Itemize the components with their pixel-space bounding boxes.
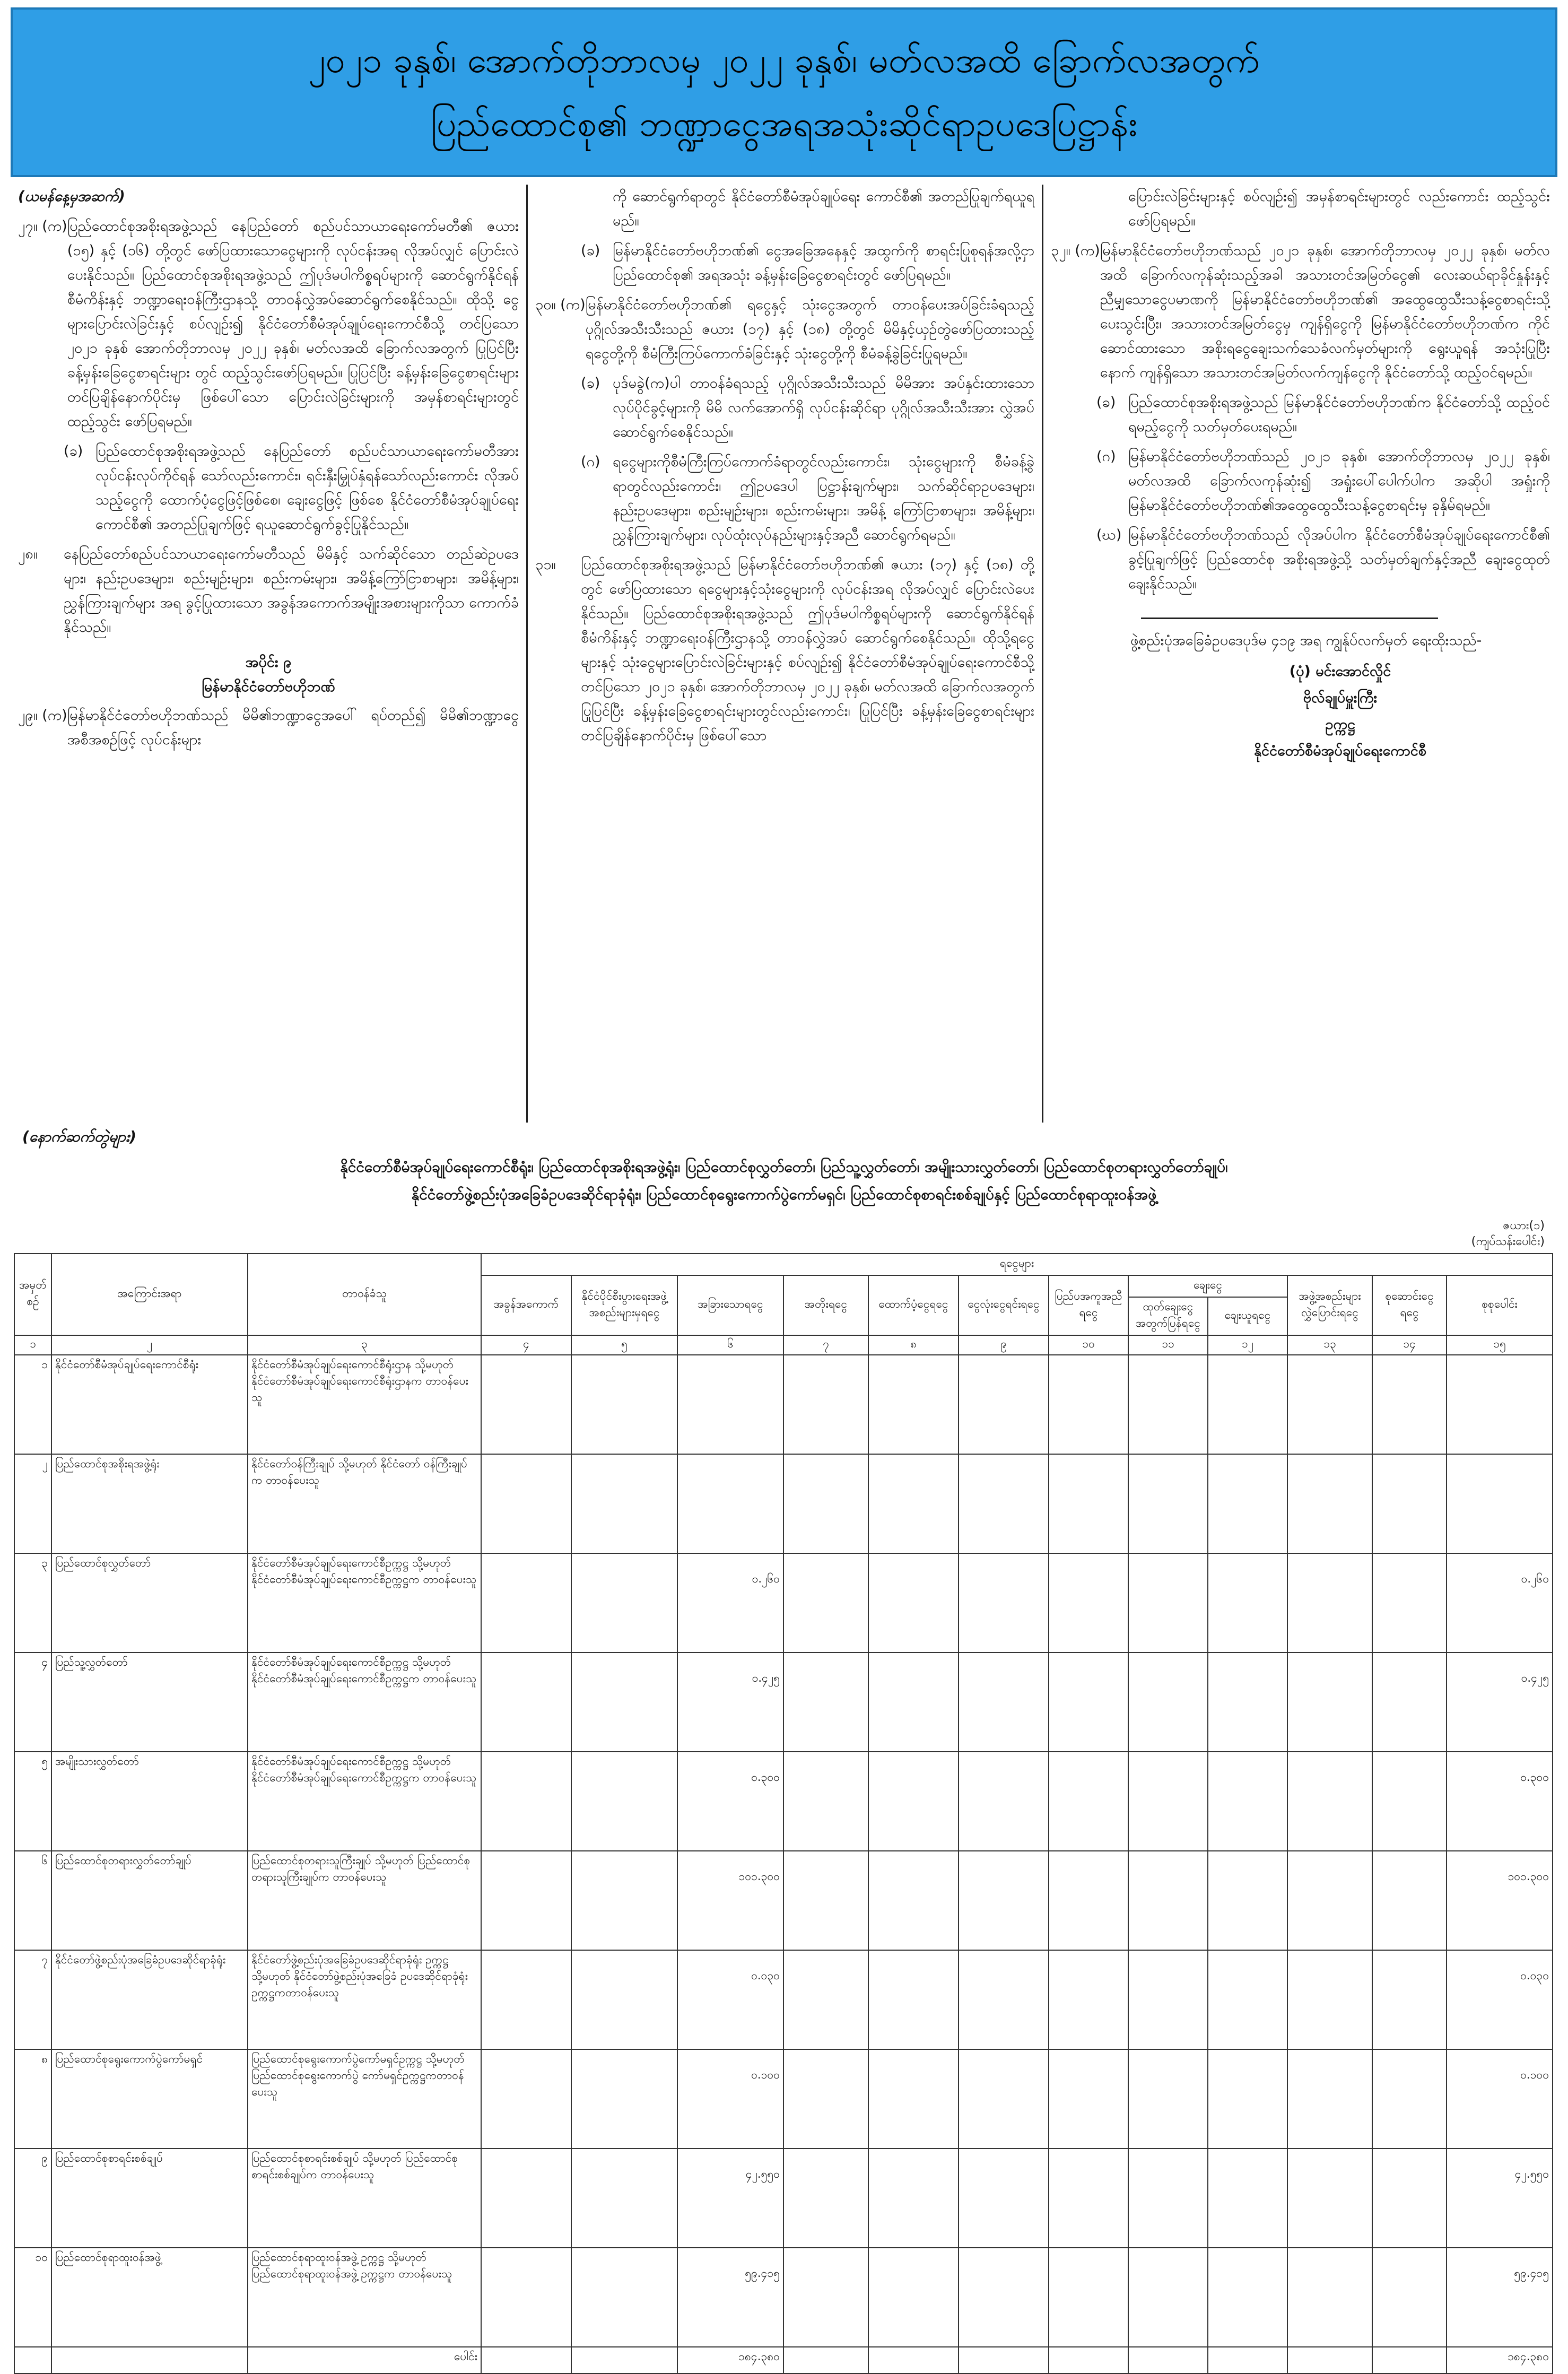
row-savings bbox=[1372, 1851, 1447, 1950]
row-total: ၀.၃၀၀ bbox=[1447, 1752, 1553, 1851]
row-interest bbox=[783, 1851, 868, 1950]
row-loan-repayment bbox=[1128, 2248, 1208, 2347]
row-subject: အမျိုးသားလွှတ်တော် bbox=[51, 1752, 248, 1851]
section-32b bbox=[1051, 390, 1550, 439]
recipients-list bbox=[11, 1153, 1557, 1208]
row-other-revenue bbox=[677, 1454, 783, 1553]
subsection-label: (ဃ) bbox=[1096, 527, 1122, 543]
row-loan-repayment bbox=[1128, 2149, 1208, 2248]
row-assistance bbox=[868, 1355, 959, 1454]
subsection-label: (က) bbox=[560, 297, 586, 313]
column-index: ၁၄ bbox=[1372, 1335, 1447, 1355]
row-tax bbox=[481, 1553, 571, 1653]
column-index: ၅ bbox=[571, 1335, 677, 1355]
row-other-revenue: ၅၉.၄၁၅ bbox=[677, 2248, 783, 2347]
section-text: ရငွေများကိုစီမံကြီးကြပ်ကောက်ခံရာတွင်လည်းကောင်း၊ သုံးငွေများကို စီမံခန့်ခွဲရာတွင်လည်းကောင်း၊ ဤဥပဒေပါ ပြဋ္ဌာန်းချက်များ၊ သက်ဆိုင်ရာဥပဒေများ၊ နည်းဥပဒေများ၊ စည်းမျဉ်းများ၊ စည်းကမ်းများ၊ အမိန့် ကြော်ငြာစာများ၊ အမိန့်များ၊ ညွှန်ကြားချက်များ၊ လုပ်ထုံးလုပ်နည်းများနှင့်အညီ ဆောင်ရွက်ရမည်။ bbox=[613, 454, 1034, 543]
section-number: ၂၈။ bbox=[18, 546, 38, 562]
section-30c bbox=[535, 450, 1034, 547]
row-subject: ပြည်ထောင်စုရွေးကောက်ပွဲကော်မရှင် bbox=[51, 2049, 248, 2149]
col-header-other-revenue: အခြားသောရငွေ bbox=[677, 1275, 783, 1335]
row-capital bbox=[959, 1851, 1049, 1950]
row-soe bbox=[571, 1653, 677, 1752]
table-caption bbox=[11, 1218, 1557, 1250]
row-number: ၂ bbox=[14, 1454, 51, 1553]
section-31 bbox=[535, 553, 1034, 748]
column-index: ၉ bbox=[959, 1335, 1049, 1355]
table-row bbox=[14, 2049, 1553, 2149]
section-text: ပုဒ်မခွဲ(က)ပါ တာဝန်ခံရသည့် ပုဂ္ဂိုလ်အသီးသီးသည် မိမိအား အပ်နှင်းထားသော လုပ်ပိုင်ခွင့်များကို မိမိ လက်အောက်ရှိ လုပ်ငန်းဆိုင်ရာ ပုဂ္ဂိုလ်အသီးသီးအား လွှဲအပ် ဆောင်ရွက်စေနိုင်သည်။ bbox=[613, 375, 1034, 440]
row-foreign-aid bbox=[1049, 2248, 1128, 2347]
text-columns bbox=[11, 185, 1557, 1123]
row-savings bbox=[1372, 2049, 1447, 2149]
col-header-revenue-group: ရငွေများ bbox=[481, 1254, 1553, 1275]
row-soe bbox=[571, 2149, 677, 2248]
row-subject: ပြည်ထောင်စုရာထူးဝန်အဖွဲ့ bbox=[51, 2248, 248, 2347]
section-text: မြန်မာနိုင်ငံတော်ဗဟိုဘဏ်သည် လိုအပ်ပါက နိုင်ငံတော်စီမံအုပ်ချုပ်ရေးကောင်စီ၏ ခွင့်ပြုချက်ဖြင့် ပြည်ထောင်စု အစိုးရအဖွဲ့သို့ သတ်မှတ်ချက်နှင့်အညီ ချေးငွေထုတ်ချေးနိုင်သည်။ bbox=[1128, 527, 1550, 592]
row-loan-repayment bbox=[1128, 1950, 1208, 2049]
row-foreign-aid bbox=[1049, 1752, 1128, 1851]
row-responsible: နိုင်ငံတော်စီမံအုပ်ချုပ်ရေးကောင်စီဥက္ကဋ္ဌ သို့မဟုတ် နိုင်ငံတော်စီမံအုပ်ချုပ်ရေးကောင်စီဥက္ကဋ္ဌက တာဝန်ပေးသူ bbox=[248, 1752, 481, 1851]
row-soe bbox=[571, 2049, 677, 2149]
column-index: ၃ bbox=[248, 1335, 481, 1355]
row-total: ၀.၄၂၅ bbox=[1447, 1653, 1553, 1752]
row-tax bbox=[481, 2149, 571, 2248]
row-number: ၅ bbox=[14, 1752, 51, 1851]
row-responsible: နိုင်ငံတော်စီမံအုပ်ချုပ်ရေးကောင်စီရုံးဌာန သို့မဟုတ် နိုင်ငံတော်စီမံအုပ်ချုပ်ရေးကောင်စီရုံးဌာနက တာဝန်ပေးသူ bbox=[248, 1355, 481, 1454]
section-30b bbox=[535, 371, 1034, 445]
row-total: ၀.၂၆၀ bbox=[1447, 1553, 1553, 1653]
row-other-revenue: ၀.၀၃၀ bbox=[677, 1950, 783, 2049]
row-subject: ပြည်ထောင်စုလွှတ်တော် bbox=[51, 1553, 248, 1653]
column-index: ၄ bbox=[481, 1335, 571, 1355]
column-index: ၁၅ bbox=[1447, 1335, 1553, 1355]
row-savings bbox=[1372, 2248, 1447, 2347]
row-borrowing bbox=[1208, 1653, 1287, 1752]
row-savings bbox=[1372, 1950, 1447, 2049]
row-responsible: နိုင်ငံတော်ဝန်ကြီးချုပ် သို့မဟုတ် နိုင်ငံတော် ဝန်ကြီးချုပ်က တာဝန်ပေးသူ bbox=[248, 1454, 481, 1553]
section-27a bbox=[18, 214, 519, 434]
row-loan-repayment bbox=[1128, 1851, 1208, 1950]
signature-divider bbox=[1141, 618, 1438, 619]
row-loan-repayment bbox=[1128, 1355, 1208, 1454]
row-responsible: ပြည်ထောင်စုတရားသူကြီးချုပ် သို့မဟုတ် ပြည်ထောင်စုတရားသူကြီးချုပ်က တာဝန်ပေးသူ bbox=[248, 1851, 481, 1950]
col-header-foreign-aid: ပြည်ပအကူအညီရငွေ bbox=[1049, 1275, 1128, 1335]
col-header-interest: အတိုးရငွေ bbox=[783, 1275, 868, 1335]
headline-banner bbox=[11, 7, 1557, 177]
row-responsible: ပြည်ထောင်စုရာထူးဝန်အဖွဲ့ ဥက္ကဋ္ဌ သို့မဟုတ် ပြည်ထောင်စုရာထူးဝန်အဖွဲ့ ဥက္ကဋ္ဌက တာဝန်ပေးသူ bbox=[248, 2248, 481, 2347]
row-tax bbox=[481, 1653, 571, 1752]
row-interest bbox=[783, 1355, 868, 1454]
row-capital bbox=[959, 2248, 1049, 2347]
row-borrowing bbox=[1208, 1851, 1287, 1950]
section-text: မြန်မာနိုင်ငံတော်ဗဟိုဘဏ်သည် ၂၀၂၁ ခုနှစ်၊ အောက်တိုဘာလမှ ၂၀၂၂ ခုနှစ်၊ မတ်လအထိ ခြောက်လကုန်ဆုံးသည့်အခါ အသားတင်အမြတ်ငွေ၏ လေးဆယ်ရာခိုင်နှုန်းနှင့် ညီမျှသောငွေပမာဏကို မြန်မာနိုင်ငံတော်ဗဟိုဘဏ်၏ အထွေထွေသီးသန့်ငွေစာရင်းသို့ ပေးသွင်းပြီး၊ အသားတင်အမြတ်ငွေမှ ကျန်ရှိငွေကို မြန်မာနိုင်ငံတော်ဗဟိုဘဏ်က ကိုင်ဆောင်ထားသော အစိုးရငွေချေးသက်သေခံလက်မှတ်များကို ရွေးယူရန် အသုံးပြုပြီး နောက် ကျန်ရှိသော အသားတင်အမြတ်လက်ကျန်ငွေကို နိုင်ငံတော်သို့ ထည့်ဝင်ရမည်။ bbox=[1100, 242, 1550, 381]
table-row bbox=[14, 1950, 1553, 2049]
row-interest bbox=[783, 1553, 868, 1653]
row-capital bbox=[959, 2149, 1049, 2248]
row-savings bbox=[1372, 1653, 1447, 1752]
row-subject: ပြည်ထောင်စုစာရင်းစစ်ချုပ် bbox=[51, 2149, 248, 2248]
headline-line-1: ၂၀၂၁ ခုနှစ်၊ အောက်တိုဘာလမှ ၂၀၂၂ ခုနှစ်၊ မတ်လအထိ ခြောက်လအတွက် bbox=[308, 40, 1260, 81]
row-capital bbox=[959, 1553, 1049, 1653]
recipients-line-1: နိုင်ငံတော်စီမံအုပ်ချုပ်ရေးကောင်စီရုံး၊ ပြည်ထောင်စုအစိုးရအဖွဲ့ရုံး၊ ပြည်ထောင်စုလွှတ်တော်၊ ပြည်သူ့လွှတ်တော်၊ အမျိုးသားလွှတ်တော်၊ ပြည်ထောင်စုတရားလွှတ်တော်ချုပ်၊ bbox=[340, 1158, 1228, 1176]
row-subject: နိုင်ငံတော်စီမံအုပ်ချုပ်ရေးကောင်စီရုံး bbox=[51, 1355, 248, 1454]
row-foreign-aid bbox=[1049, 2149, 1128, 2248]
row-savings bbox=[1372, 1454, 1447, 1553]
column-index: ၁၀ bbox=[1049, 1335, 1128, 1355]
section-32c bbox=[1051, 445, 1550, 518]
col-header-soe: နိုင်ငံပိုင်စီးပွားရေးအဖွဲ့အစည်းများမှရငွေ bbox=[571, 1275, 677, 1335]
table-row bbox=[14, 1653, 1553, 1752]
row-borrowing bbox=[1208, 2049, 1287, 2149]
row-soe bbox=[571, 1950, 677, 2049]
col-header-savings: စုဆောင်းငွေရငွေ bbox=[1372, 1275, 1447, 1335]
row-assistance bbox=[868, 2149, 959, 2248]
row-transfers bbox=[1287, 1355, 1372, 1454]
row-savings bbox=[1372, 1752, 1447, 1851]
section-29b bbox=[535, 239, 1034, 288]
row-number: ၁၀ bbox=[14, 2248, 51, 2347]
schedule-label: ဇယား(၁) bbox=[1503, 1219, 1545, 1232]
col-header-total: စုစုပေါင်း bbox=[1447, 1275, 1553, 1335]
row-transfers bbox=[1287, 1653, 1372, 1752]
row-total: ၁၀၁.၃၀၀ bbox=[1447, 1851, 1553, 1950]
subsection-label: (ဂ) bbox=[1096, 448, 1116, 465]
subsection-label: (က) bbox=[1075, 242, 1100, 259]
section-text: မြန်မာနိုင်ငံတော်ဗဟိုဘဏ်၏ ရငွေနှင့် သုံးငွေအတွက် တာဝန်ပေးအပ်ခြင်းခံရသည့် ပုဂ္ဂိုလ်အသီးသီးသည် ဇယား (၁၇) နှင့် (၁၈) တို့တွင် မိမိနှင့်ယှဉ်တွဲဖော်ပြထားသည့် ရငွေတို့ကို စီမံကြီးကြပ်ကောက်ခံခြင်းနှင့် သုံးငွေတို့ကို စီမံခန့်ခွဲခြင်းပြုရမည်။ bbox=[585, 297, 1034, 362]
row-total bbox=[1447, 1355, 1553, 1454]
row-transfers bbox=[1287, 1454, 1372, 1553]
section-text: ပြည်ထောင်စုအစိုးရအဖွဲ့သည် နေပြည်တော် စည်ပင်သာယာရေးကော်မတီအား လုပ်ငန်းလုပ်ကိုင်ရန် သော်လည်းကောင်း၊ ရင်းနှီးမြှုပ်နှံရန်သော်လည်းကောင်း လိုအပ်သည့်ငွေကို ထောက်ပံ့ငွေဖြင့်ဖြစ်စေ၊ ချေးငွေဖြင့် ဖြစ်စေ နိုင်ငံတော်စီမံအုပ်ချုပ်ရေးကောင်စီ၏ အတည်ပြုချက်ဖြင့် ရယူဆောင်ရွက်ခွင့်ပြုနိုင်သည်။ bbox=[95, 443, 519, 533]
signature-note: ဖွဲ့စည်းပုံအခြေခံဥပဒေပုဒ်မ ၄၁၉ အရ ကျွန်ုပ်လက်မှတ် ရေးထိုးသည်- bbox=[1130, 632, 1482, 649]
row-other-revenue: ၄၂.၅၅၀ bbox=[677, 2149, 783, 2248]
row-number: ၉ bbox=[14, 2149, 51, 2248]
signatory-organization: နိုင်ငံတော်စီမံအုပ်ချုပ်ရေးကောင်စီ bbox=[1254, 743, 1426, 759]
row-soe bbox=[571, 1454, 677, 1553]
column-index: ၁၁ bbox=[1128, 1335, 1208, 1355]
row-capital bbox=[959, 1950, 1049, 2049]
col-header-tax: အခွန်အကောက် bbox=[481, 1275, 571, 1335]
row-loan-repayment bbox=[1128, 2049, 1208, 2149]
row-other-revenue: ၀.၄၂၅ bbox=[677, 1653, 783, 1752]
row-loan-repayment bbox=[1128, 1553, 1208, 1653]
row-borrowing bbox=[1208, 1454, 1287, 1553]
section-29a-continued bbox=[535, 185, 1034, 233]
signature-block bbox=[1130, 658, 1550, 764]
col-header-loan-group: ချေးငွေ bbox=[1128, 1275, 1287, 1297]
row-subject: နိုင်ငံတော်ဖွဲ့စည်းပုံအခြေခံဥပဒေဆိုင်ရာခုံရုံး bbox=[51, 1950, 248, 2049]
revenue-table bbox=[14, 1253, 1553, 2374]
row-other-revenue: ၀.၁၀၀ bbox=[677, 2049, 783, 2149]
table-row bbox=[14, 2248, 1553, 2347]
section-32a bbox=[1051, 239, 1550, 385]
recipients-line-2: နိုင်ငံတော်ဖွဲ့စည်းပုံအခြေခံဥပဒေဆိုင်ရာခုံရုံး၊ ပြည်ထောင်စုရွေးကောက်ပွဲကော်မရှင်၊ ပြည်ထောင်စုစာရင်းစစ်ချုပ်နှင့် ပြည်ထောင်စုရာထူးဝန်အဖွဲ့ bbox=[411, 1186, 1157, 1203]
table-row bbox=[14, 1553, 1553, 1653]
text-column-1 bbox=[11, 185, 526, 1123]
section-32d bbox=[1051, 523, 1550, 596]
section-number: ၂၉။ bbox=[18, 707, 38, 724]
subsection-label: (ဂ) bbox=[581, 454, 600, 470]
row-loan-repayment bbox=[1128, 1653, 1208, 1752]
section-text: မြန်မာနိုင်ငံတော်ဗဟိုဘဏ်၏ ငွေအခြေအနေနှင့် အထွက်ကို စာရင်းပြုစုရန်အလို့ငှာ ပြည်ထောင်စု၏ အရအသုံး ခန့်မှန်းခြေငွေစာရင်းတွင် ဖော်ပြရမည်။ bbox=[613, 242, 1034, 283]
row-total: ၄၂.၅၅၀ bbox=[1447, 2149, 1553, 2248]
row-savings bbox=[1372, 1355, 1447, 1454]
chapter-heading bbox=[18, 650, 519, 699]
chapter-number: အပိုင်း ၉ bbox=[245, 654, 292, 671]
column-index: ၁၃ bbox=[1287, 1335, 1372, 1355]
section-text: မြန်မာနိုင်ငံတော်ဗဟိုဘဏ်သည် ၂၀၂၁ ခုနှစ်၊ အောက်တိုဘာလမှ ၂၀၂၂ ခုနှစ်၊ မတ်လအထိ ခြောက်လကုန်ဆုံး၍ အရှုံးပေါ်ပေါက်ပါက အဆိုပါ အရှုံးကို မြန်မာနိုင်ငံတော်ဗဟိုဘဏ်၏အထွေထွေသီးသန့်ငွေစာရင်းမှ ခုနှိမ်ရမည်။ bbox=[1128, 448, 1550, 514]
row-loan-repayment bbox=[1128, 1752, 1208, 1851]
col-header-transfers: အဖွဲ့အစည်းများလွှဲပြောင်းရငွေ bbox=[1287, 1275, 1372, 1335]
row-number: ၁ bbox=[14, 1355, 51, 1454]
row-assistance bbox=[868, 2049, 959, 2149]
text-column-2 bbox=[526, 185, 1042, 1123]
section-29a bbox=[18, 703, 519, 752]
table-row bbox=[14, 1851, 1553, 1950]
row-assistance bbox=[868, 1553, 959, 1653]
total-sum: ၁၈၄.၃၈၀ bbox=[1447, 2347, 1553, 2373]
row-capital bbox=[959, 1752, 1049, 1851]
chapter-title: မြန်မာနိုင်ငံတော်ဗဟိုဘဏ် bbox=[202, 679, 335, 695]
total-label: ပေါင်း bbox=[248, 2347, 481, 2373]
row-transfers bbox=[1287, 2248, 1372, 2347]
section-31-continued bbox=[1051, 185, 1550, 233]
row-transfers bbox=[1287, 1950, 1372, 2049]
row-loan-repayment bbox=[1128, 1454, 1208, 1553]
row-soe bbox=[571, 1752, 677, 1851]
section-text: မြန်မာနိုင်ငံတော်ဗဟိုဘဏ်သည် မိမိ၏ဘဏ္ဍာငွေအပေါ် ရပ်တည်၍ မိမိ၏ဘဏ္ဍာငွေအစီအစဉ်ဖြင့် လုပ်ငန်းများ bbox=[67, 707, 519, 748]
unit-label: (ကျပ်သန်းပေါင်း) bbox=[1471, 1235, 1545, 1248]
row-capital bbox=[959, 1653, 1049, 1752]
row-tax bbox=[481, 2248, 571, 2347]
row-interest bbox=[783, 1950, 868, 2049]
table-row bbox=[14, 2149, 1553, 2248]
row-soe bbox=[571, 2248, 677, 2347]
col-header-capital: ငွေလုံးငွေရင်းရငွေ bbox=[959, 1275, 1049, 1335]
subsection-label: (ခ) bbox=[581, 242, 600, 259]
row-subject: ပြည်ထောင်စုတရားလွှတ်တော်ချုပ် bbox=[51, 1851, 248, 1950]
table-body bbox=[14, 1355, 1553, 2347]
column-index-row bbox=[14, 1335, 1553, 1355]
row-assistance bbox=[868, 2248, 959, 2347]
row-savings bbox=[1372, 2149, 1447, 2248]
col-header-assistance: ထောက်ပံ့ငွေရငွေ bbox=[868, 1275, 959, 1335]
section-number: ၃၂။ bbox=[1051, 242, 1070, 259]
table-header-row-1 bbox=[14, 1254, 1553, 1275]
section-text: ပြည်ထောင်စုအစိုးရအဖွဲ့သည် နေပြည်တော် စည်ပင်သာယာရေးကော်မတီ၏ ဇယား (၁၅) နှင့် (၁၆) တို့တွင် ဖော်ပြထားသောငွေများကို လုပ်ငန်းအရ လိုအပ်လျှင် ပြောင်းလဲပေးနိုင်သည်။ ပြည်ထောင်စုအစိုးရအဖွဲ့သည် ဤပုဒ်မပါကိစ္စရပ်များကို ဆောင်ရွက်နိုင်ရန် စီမံကိန်းနှင့် ဘဏ္ဍာရေးဝန်ကြီးဌာနသို့ တာဝန်လွှဲအပ်ဆောင်ရွက်စေနိုင်သည်။ ထိုသို့ ငွေများပြောင်းလဲခြင်းနှင့် စပ်လျဉ်း၍ နိုင်ငံတော်စီမံအုပ်ချုပ်ရေးကောင်စီသို့ တင်ပြသော ၂၀၂၁ ခုနှစ် အောက်တိုဘာလမှ ၂၀၂၂ ခုနှစ်၊ မတ်လအထိ ခြောက်လအတွက် ပြုပြင်ပြီးခန့်မှန်းခြေငွေစာရင်းများ တွင် ထည့်သွင်းဖော်ပြရမည်။ ပြုပြင်ပြီး ခန့်မှန်းခြေငွေစာရင်းများ တင်ပြချိန်နောက်ပိုင်းမှ ဖြစ်ပေါ်သော ပြောင်းလဲခြင်းများကို အမှန်စာရင်းများတွင် ထည့်သွင်း ဖော်ပြရမည်။ bbox=[67, 218, 519, 430]
row-total: ၀.၁၀၀ bbox=[1447, 2049, 1553, 2149]
row-responsible: ပြည်ထောင်စုစာရင်းစစ်ချုပ် သို့မဟုတ် ပြည်ထောင်စုစာရင်းစစ်ချုပ်က တာဝန်ပေးသူ bbox=[248, 2149, 481, 2248]
section-28 bbox=[18, 542, 519, 640]
subsection-label: (ခ) bbox=[1096, 394, 1116, 411]
section-text: ပြောင်းလဲခြင်းများနှင့် စပ်လျဉ်း၍ အမှန်စာရင်းများတွင် လည်းကောင်း ထည့်သွင်း ဖော်ပြရမည်။ bbox=[1128, 188, 1550, 229]
section-text: ပြည်ထောင်စုအစိုးရအဖွဲ့သည် မြန်မာနိုင်ငံတော်ဗဟိုဘဏ်က နိုင်ငံတော်သို့ ထည့်ဝင်ရမည့်ငွေကို သတ်မှတ်ပေးရမည်။ bbox=[1128, 394, 1550, 435]
row-subject: ပြည်ထောင်စုအစိုးရအဖွဲ့ရုံး bbox=[51, 1454, 248, 1553]
row-capital bbox=[959, 2049, 1049, 2149]
law-text bbox=[11, 185, 1557, 1123]
row-borrowing bbox=[1208, 1752, 1287, 1851]
col-header-subject: အကြောင်းအရာ bbox=[51, 1254, 248, 1335]
row-assistance bbox=[868, 1950, 959, 2049]
row-responsible: နိုင်ငံတော်ဖွဲ့စည်းပုံအခြေခံဥပဒေဆိုင်ရာခုံရုံး ဥက္ကဋ္ဌ သို့မဟုတ် နိုင်ငံတော်ဖွဲ့စည်းပုံအခြေခံ ဥပဒေဆိုင်ရာခုံရုံး ဥက္ကဋ္ဌကတာဝန်ပေးသူ bbox=[248, 1950, 481, 2049]
row-borrowing bbox=[1208, 1553, 1287, 1653]
row-interest bbox=[783, 2049, 868, 2149]
row-number: ၃ bbox=[14, 1553, 51, 1653]
table-total-row bbox=[14, 2347, 1553, 2373]
text-column-3 bbox=[1042, 185, 1557, 1123]
row-foreign-aid bbox=[1049, 2049, 1128, 2149]
subsection-label: (က) bbox=[42, 218, 67, 234]
column-index: ၁ bbox=[14, 1335, 51, 1355]
row-capital bbox=[959, 1454, 1049, 1553]
row-transfers bbox=[1287, 1851, 1372, 1950]
row-tax bbox=[481, 2049, 571, 2149]
col-header-responsible: တာဝန်ခံသူ bbox=[248, 1254, 481, 1335]
column-index: ၂ bbox=[51, 1335, 248, 1355]
subsection-label: (ခ) bbox=[581, 375, 600, 392]
row-interest bbox=[783, 2248, 868, 2347]
col-header-loan-repayment: ထုတ်ချေးငွေအတွက်ပြန်ရငွေ bbox=[1128, 1297, 1208, 1335]
row-foreign-aid bbox=[1049, 1851, 1128, 1950]
column-index: ၁၂ bbox=[1208, 1335, 1287, 1355]
row-foreign-aid bbox=[1049, 1355, 1128, 1454]
headline-line-2: ပြည်ထောင်စု၏ ဘဏ္ဍာငွေအရအသုံးဆိုင်ရာဥပဒေပြဋ္ဌာန်း bbox=[430, 103, 1138, 144]
row-total bbox=[1447, 1454, 1553, 1553]
row-transfers bbox=[1287, 1752, 1372, 1851]
section-text: ပြည်ထောင်စုအစိုးရအဖွဲ့သည် မြန်မာနိုင်ငံတော်ဗဟိုဘဏ်၏ ဇယား (၁၇) နှင့် (၁၈) တို့တွင် ဖော်ပြထားသော ရငွေများနှင့်သုံးငွေများကို လုပ်ငန်းအရ လိုအပ်လျှင် ပြောင်းလဲပေးနိုင်သည်။ ပြည်ထောင်စုအစိုးရအဖွဲ့သည် ဤပုဒ်မပါကိစ္စရပ်များကို ဆောင်ရွက်နိုင်ရန် စီမံကိန်းနှင့် ဘဏ္ဍာရေးဝန်ကြီးဌာနသို့ တာဝန်လွှဲအပ် ဆောင်ရွက်စေနိုင်သည်။ ထိုသို့ရငွေများနှင့် သုံးငွေများပြောင်းလဲခြင်းများနှင့် စပ်လျဉ်း၍ နိုင်ငံတော်စီမံအုပ်ချုပ်ရေးကောင်စီသို့တင်ပြသော ၂၀၂၁ ခုနှစ်၊ အောက်တိုဘာလမှ ၂၀၂၂ ခုနှစ်၊ မတ်လအထိ ခြောက်လအတွက် ပြုပြင်ပြီး ခန့်မှန်းခြေငွေစာရင်းများတွင်လည်းကောင်း၊ ပြုပြင်ပြီး ခန့်မှန်းခြေငွေစာရင်းများ တင်ပြချိန်နောက်ပိုင်းမှ ဖြစ်ပေါ်သော bbox=[581, 556, 1034, 744]
row-responsible: ပြည်ထောင်စုရွေးကောက်ပွဲကော်မရှင်ဥက္ကဋ္ဌ သို့မဟုတ် ပြည်ထောင်စုရွေးကောက်ပွဲ ကော်မရှင်ဥက္ကဋ္ဌကတာဝန်ပေးသူ bbox=[248, 2049, 481, 2149]
row-assistance bbox=[868, 1653, 959, 1752]
section-number: ၂၇။ bbox=[18, 218, 38, 234]
row-number: ၇ bbox=[14, 1950, 51, 2049]
row-capital bbox=[959, 1355, 1049, 1454]
row-borrowing bbox=[1208, 2149, 1287, 2248]
row-tax bbox=[481, 1851, 571, 1950]
row-other-revenue bbox=[677, 1355, 783, 1454]
row-assistance bbox=[868, 1454, 959, 1553]
row-foreign-aid bbox=[1049, 1950, 1128, 2049]
section-number: ၃၀။ bbox=[535, 297, 556, 313]
row-total: ၀.၀၃၀ bbox=[1447, 1950, 1553, 2049]
row-other-revenue: ၀.၃၀၀ bbox=[677, 1752, 783, 1851]
col-header-no: အမှတ်စဉ် bbox=[14, 1254, 51, 1335]
row-tax bbox=[481, 1950, 571, 2049]
row-number: ၆ bbox=[14, 1851, 51, 1950]
row-number: ၄ bbox=[14, 1653, 51, 1752]
row-responsible: နိုင်ငံတော်စီမံအုပ်ချုပ်ရေးကောင်စီဥက္ကဋ္ဌ သို့မဟုတ် နိုင်ငံတော်စီမံအုပ်ချုပ်ရေးကောင်စီဥက္ကဋ္ဌက တာဝန်ပေးသူ bbox=[248, 1553, 481, 1653]
subsection-label: (ခ) bbox=[64, 443, 83, 459]
row-total: ၅၉.၄၁၅ bbox=[1447, 2248, 1553, 2347]
section-text: နေပြည်တော်စည်ပင်သာယာရေးကော်မတီသည် မိမိနှင့် သက်ဆိုင်သော တည်ဆဲဥပဒေများ၊ နည်းဥပဒေများ၊ စည်းမျဉ်းများ၊ စည်းကမ်းများ၊ အမိန့်ကြော်ငြာစာများ၊ အမိန့်များ၊ ညွှန်ကြားချက်များ အရ ခွင့်ပြုထားသော အခွန်အကောက်အမျိုးအစားများကိုသာ ကောက်ခံနိုင်သည်။ bbox=[64, 546, 519, 636]
row-borrowing bbox=[1208, 1355, 1287, 1454]
total-other-revenue: ၁၈၄.၃၈၀ bbox=[677, 2347, 783, 2373]
annexes-label: (နောက်ဆက်တွဲများ) bbox=[22, 1128, 136, 1145]
row-transfers bbox=[1287, 2149, 1372, 2248]
column-index: ၆ bbox=[677, 1335, 783, 1355]
row-responsible: နိုင်ငံတော်စီမံအုပ်ချုပ်ရေးကောင်စီဥက္ကဋ္ဌ သို့မဟုတ် နိုင်ငံတော်စီမံအုပ်ချုပ်ရေးကောင်စီဥက္ကဋ္ဌက တာဝန်ပေးသူ bbox=[248, 1653, 481, 1752]
section-27b bbox=[18, 439, 519, 537]
row-transfers bbox=[1287, 1553, 1372, 1653]
column-index: ၇ bbox=[783, 1335, 868, 1355]
table-row bbox=[14, 1355, 1553, 1454]
column-index: ၈ bbox=[868, 1335, 959, 1355]
section-number: ၃၁။ bbox=[535, 556, 556, 573]
row-tax bbox=[481, 1454, 571, 1553]
row-soe bbox=[571, 1553, 677, 1653]
continued-label: (ယမန်နေ့မှအဆက်) bbox=[18, 188, 125, 205]
row-interest bbox=[783, 1752, 868, 1851]
row-other-revenue: ၁၀၁.၃၀၀ bbox=[677, 1851, 783, 1950]
subsection-label: (က) bbox=[42, 707, 67, 724]
row-interest bbox=[783, 2149, 868, 2248]
row-tax bbox=[481, 1752, 571, 1851]
row-savings bbox=[1372, 1553, 1447, 1653]
signatory-name: (ပုံ) မင်းအောင်လှိုင် bbox=[1289, 663, 1391, 680]
row-assistance bbox=[868, 1851, 959, 1950]
row-interest bbox=[783, 1454, 868, 1553]
row-foreign-aid bbox=[1049, 1653, 1128, 1752]
row-soe bbox=[571, 1355, 677, 1454]
col-header-borrowing: ချေးယူရငွေ bbox=[1208, 1297, 1287, 1335]
signatory-rank: ဗိုလ်ချုပ်မှူးကြီး bbox=[1303, 690, 1378, 706]
row-soe bbox=[571, 1851, 677, 1950]
row-foreign-aid bbox=[1049, 1454, 1128, 1553]
section-text: ကို ဆောင်ရွက်ရာတွင် နိုင်ငံတော်စီမံအုပ်ချုပ်ရေး ကောင်စီ၏ အတည်ပြုချက်ရယူရမည်။ bbox=[613, 188, 1034, 229]
signatory-title: ဥက္ကဋ္ဌ bbox=[1325, 716, 1355, 733]
row-borrowing bbox=[1208, 2248, 1287, 2347]
table-row bbox=[14, 1454, 1553, 1553]
row-foreign-aid bbox=[1049, 1553, 1128, 1653]
row-interest bbox=[783, 1653, 868, 1752]
section-30a bbox=[535, 293, 1034, 366]
row-transfers bbox=[1287, 2049, 1372, 2149]
table-row bbox=[14, 1752, 1553, 1851]
row-assistance bbox=[868, 1752, 959, 1851]
row-tax bbox=[481, 1355, 571, 1454]
row-number: ၈ bbox=[14, 2049, 51, 2149]
row-borrowing bbox=[1208, 1950, 1287, 2049]
row-other-revenue: ၀.၂၆၀ bbox=[677, 1553, 783, 1653]
row-subject: ပြည်သူ့လွှတ်တော် bbox=[51, 1653, 248, 1752]
